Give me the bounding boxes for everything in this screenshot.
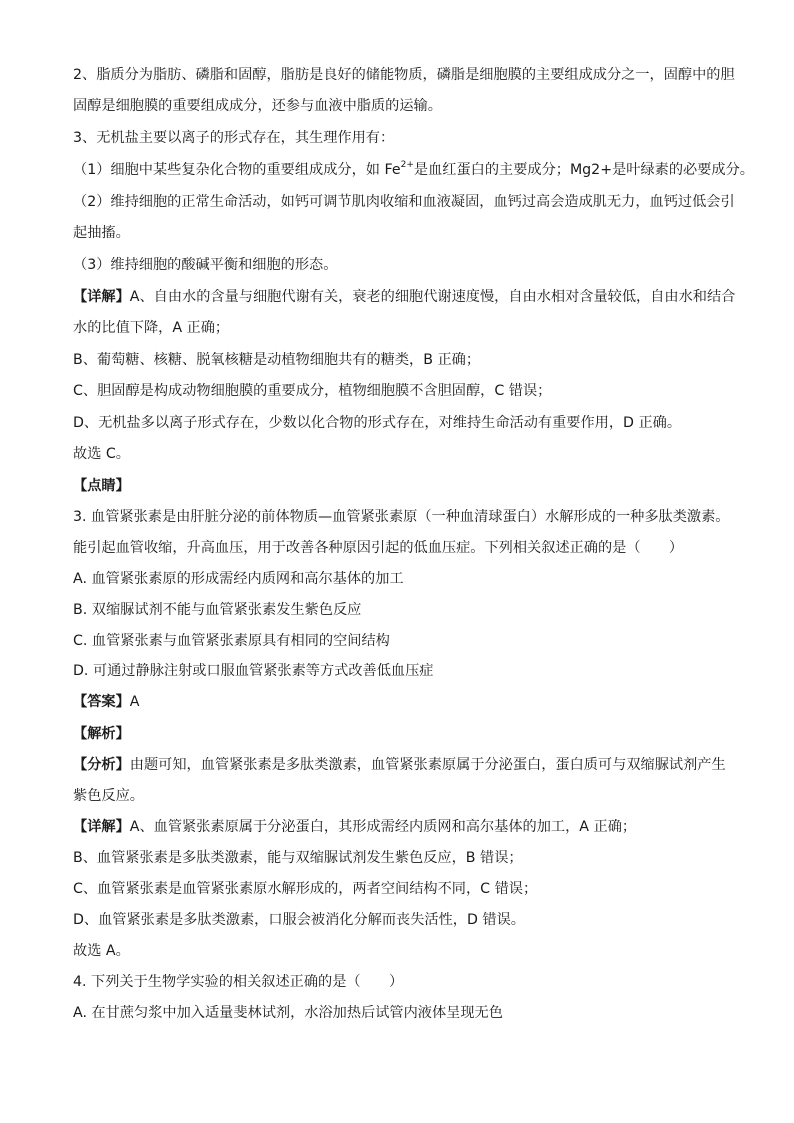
q3-answer [73, 692, 139, 712]
fenxi-tag: 【分析】 [73, 757, 130, 773]
salt-function-2-line1: （2）维持细胞的正常生命活动，如钙可调节肌肉收缩和血液凝固，血钙过高会造成肌无力，血钙过低会引 [73, 194, 735, 210]
q3-choose: 故选 A。 [73, 943, 130, 959]
fe-charge-superscript: 2+ [400, 160, 414, 170]
q3-option-a: A. 血管紧张素原的形成需经内质网和高尔基体的加工 [73, 571, 404, 587]
q3-stem-line2: 能引起血管收缩，升高血压，用于改善各种原因引起的低血压症。下列相关叙述正确的是（ ） [73, 540, 684, 556]
salt-function-1-a: （1）细胞中某些复杂化合物的重要组成成分，如 Fe [73, 162, 401, 178]
paragraph-lipids-line1: 2、脂质分为脂肪、磷脂和固醇，脂肪是良好的储能物质，磷脂是细胞膜的主要组成成分之一，固醇中的胆 [73, 67, 735, 83]
choose-c: 故选 C。 [73, 446, 130, 462]
dianjing-tag: 【点睛】 [73, 478, 130, 494]
answer-tag: 【答案】 [73, 694, 130, 710]
q3-detail-a [73, 817, 636, 837]
detail-a-line2: 水的比值下降，A 正确； [73, 320, 230, 336]
salt-function-3: （3）维持细胞的酸碱平衡和细胞的形态。 [73, 257, 338, 273]
q3-stem-line1: 3. 血管紧张素是由肝脏分泌的前体物质—血管紧张素原（一种血清球蛋白）水解形成的一种多肽类激素。 [73, 509, 730, 525]
q3-fenxi-line2: 紫色反应。 [73, 788, 144, 804]
q3-detail-b: B、血管紧张素是多肽类激素，能与双缩脲试剂发生紫色反应，B 错误； [73, 850, 523, 866]
detail-a-line1 [73, 287, 735, 307]
q3-fenxi-line1 [73, 755, 726, 775]
q3-detail-a-text: A、血管紧张素原属于分泌蛋白，其形成需经内质网和高尔基体的加工，A 正确； [129, 819, 637, 835]
q3-detail-c: C、血管紧张素是血管紧张素原水解形成的，两者空间结构不同，C 错误； [73, 881, 538, 897]
q3-option-b: B. 双缩脲试剂不能与血管紧张素发生紫色反应 [73, 602, 362, 618]
salt-function-2-line2: 起抽搐。 [73, 225, 130, 241]
detail-b: B、葡萄糖、核糖、脱氧核糖是动植物细胞共有的糖类，B 正确； [73, 352, 481, 368]
paragraph-lipids-line2: 固醇是细胞膜的重要组成成分，还参与血液中脂质的运输。 [73, 98, 442, 114]
q3-option-d: D. 可通过静脉注射或口服血管紧张素等方式改善低血压症 [73, 663, 434, 679]
salt-function-1-b: 是血红蛋白的主要成分；Mg2+是叶绿素的必要成分。 [413, 162, 754, 178]
detail-d: D、无机盐多以离子形式存在，少数以化合物的形式存在，对维持生命活动有重要作用，D 正确。 [73, 415, 682, 431]
q4-stem: 4. 下列关于生物学实验的相关叙述正确的是（ ） [73, 974, 404, 990]
q4-option-a: A. 在甘蔗匀浆中加入适量斐林试剂，水浴加热后试管内液体呈现无色 [73, 1005, 503, 1021]
paragraph-inorganic-salts: 3、无机盐主要以离子的形式存在，其生理作用有： [73, 130, 395, 146]
salt-function-1 [73, 160, 754, 180]
detail-a-text: A、自由水的含量与细胞代谢有关，衰老的细胞代谢速度慢，自由水相对含量较低，自由水和结合 [129, 289, 736, 305]
jiexi-tag: 【解析】 [73, 726, 130, 742]
q3-option-c: C. 血管紧张素与血管紧张素原具有相同的空间结构 [73, 633, 390, 649]
q3-detail-tag: 【详解】 [73, 819, 130, 835]
fenxi-text: 由题可知，血管紧张素是多肽类激素，血管紧张素原属于分泌蛋白，蛋白质可与双缩脲试剂产生 [129, 757, 726, 773]
q3-detail-d: D、血管紧张素是多肽类激素，口服会被消化分解而丧失活性，D 错误。 [73, 912, 525, 928]
detail-c: C、胆固醇是构成动物细胞膜的重要成分，植物细胞膜不含胆固醇，C 错误； [73, 383, 552, 399]
answer-value: A [129, 694, 140, 710]
detail-tag: 【详解】 [73, 289, 130, 305]
